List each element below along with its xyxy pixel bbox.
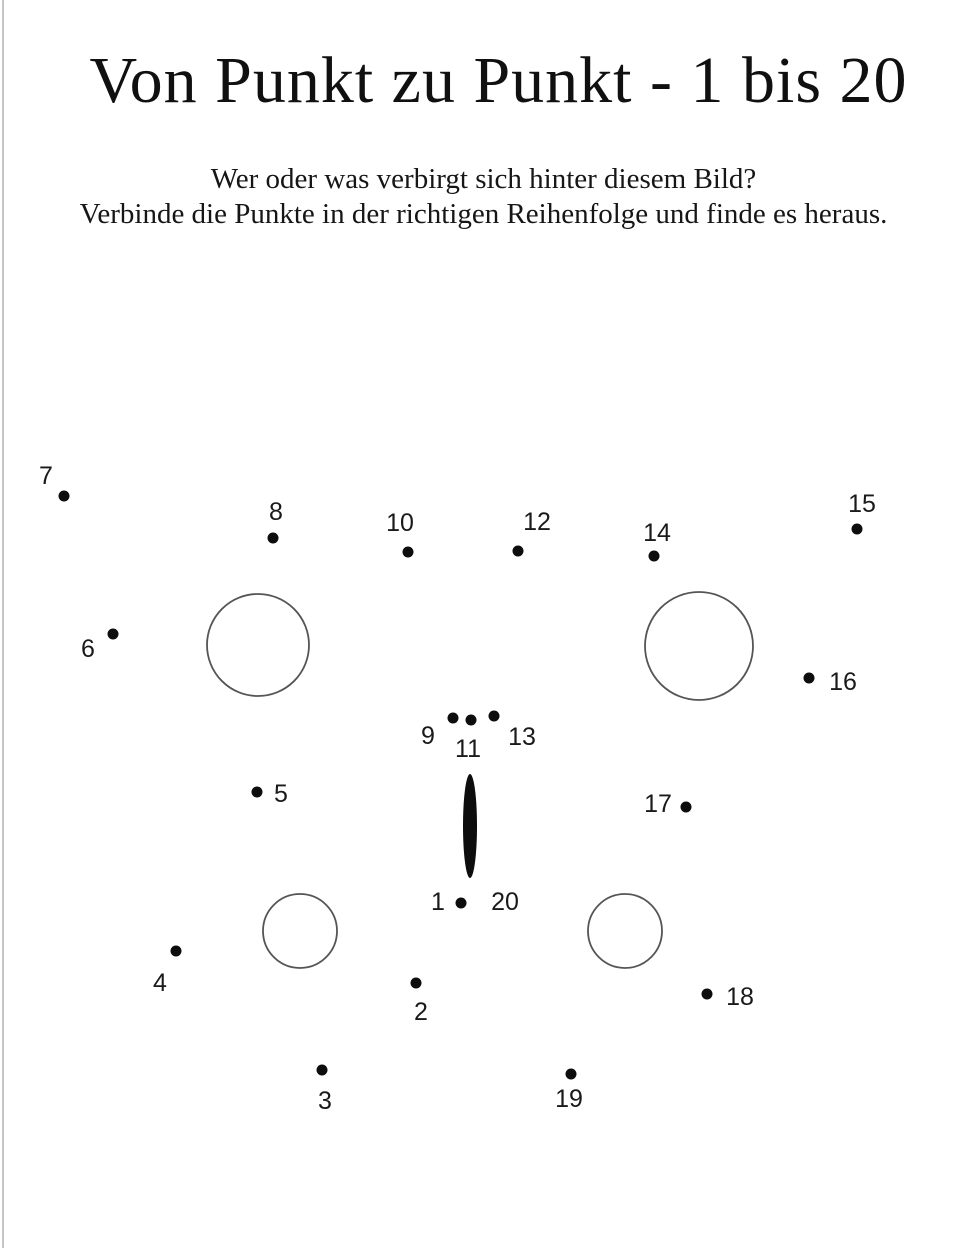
dot-number-label-14: 14 [643, 519, 671, 547]
dot-number-label-15: 15 [848, 490, 876, 518]
puzzle-dot-4[interactable] [171, 946, 182, 957]
dot-number-label-13: 13 [508, 723, 536, 751]
puzzle-dot-3[interactable] [317, 1065, 328, 1076]
bottom-left-circle [263, 894, 337, 968]
puzzle-dot-5[interactable] [252, 787, 263, 798]
dot-number-label-12: 12 [523, 508, 551, 536]
puzzle-dot-1[interactable] [456, 898, 467, 909]
right-large-circle [645, 592, 753, 700]
dot-number-label-19: 19 [555, 1085, 583, 1113]
dot-number-label-1: 1 [431, 888, 445, 916]
puzzle-dot-8[interactable] [268, 533, 279, 544]
puzzle-dot-7[interactable] [59, 491, 70, 502]
dot-number-label-9: 9 [421, 722, 435, 750]
puzzle-dot-19[interactable] [566, 1069, 577, 1080]
puzzle-dot-6[interactable] [108, 629, 119, 640]
puzzle-dot-17[interactable] [681, 802, 692, 813]
puzzle-dot-16[interactable] [804, 673, 815, 684]
puzzle-dot-12[interactable] [513, 546, 524, 557]
dot-number-label-2: 2 [414, 998, 428, 1026]
puzzle-dot-18[interactable] [702, 989, 713, 1000]
dot-number-label-8: 8 [269, 498, 283, 526]
page-title: Von Punkt zu Punkt - 1 bis 20 [89, 44, 908, 117]
dot-number-label-7: 7 [39, 462, 53, 490]
dot-number-label-18: 18 [726, 983, 754, 1011]
dot-number-label-10: 10 [386, 509, 414, 537]
puzzle-dot-9[interactable] [448, 713, 459, 724]
dot-number-label-17: 17 [644, 790, 672, 818]
dot-number-label-11: 11 [455, 735, 481, 763]
puzzle-dot-10[interactable] [403, 547, 414, 558]
instruction-line-1: Wer oder was verbirgt sich hinter diesem Bild? [210, 163, 757, 195]
dot-number-label-16: 16 [829, 668, 857, 696]
dot-number-label-4: 4 [153, 969, 167, 997]
puzzle-dot-2[interactable] [411, 978, 422, 989]
bottom-right-circle [588, 894, 662, 968]
center-body-ellipse [463, 774, 477, 878]
puzzle-dot-11[interactable] [466, 715, 477, 726]
puzzle-dot-15[interactable] [852, 524, 863, 535]
puzzle-dot-14[interactable] [649, 551, 660, 562]
dot-number-label-6: 6 [81, 635, 95, 663]
puzzle-dot-13[interactable] [489, 711, 500, 722]
instruction-line-2: Verbinde die Punkte in der richtigen Reihenfolge und finde es heraus. [79, 198, 888, 230]
dot-number-label-3: 3 [318, 1087, 332, 1115]
dot-number-label-20: 20 [491, 888, 519, 916]
left-large-circle [207, 594, 309, 696]
dot-number-label-5: 5 [274, 780, 288, 808]
